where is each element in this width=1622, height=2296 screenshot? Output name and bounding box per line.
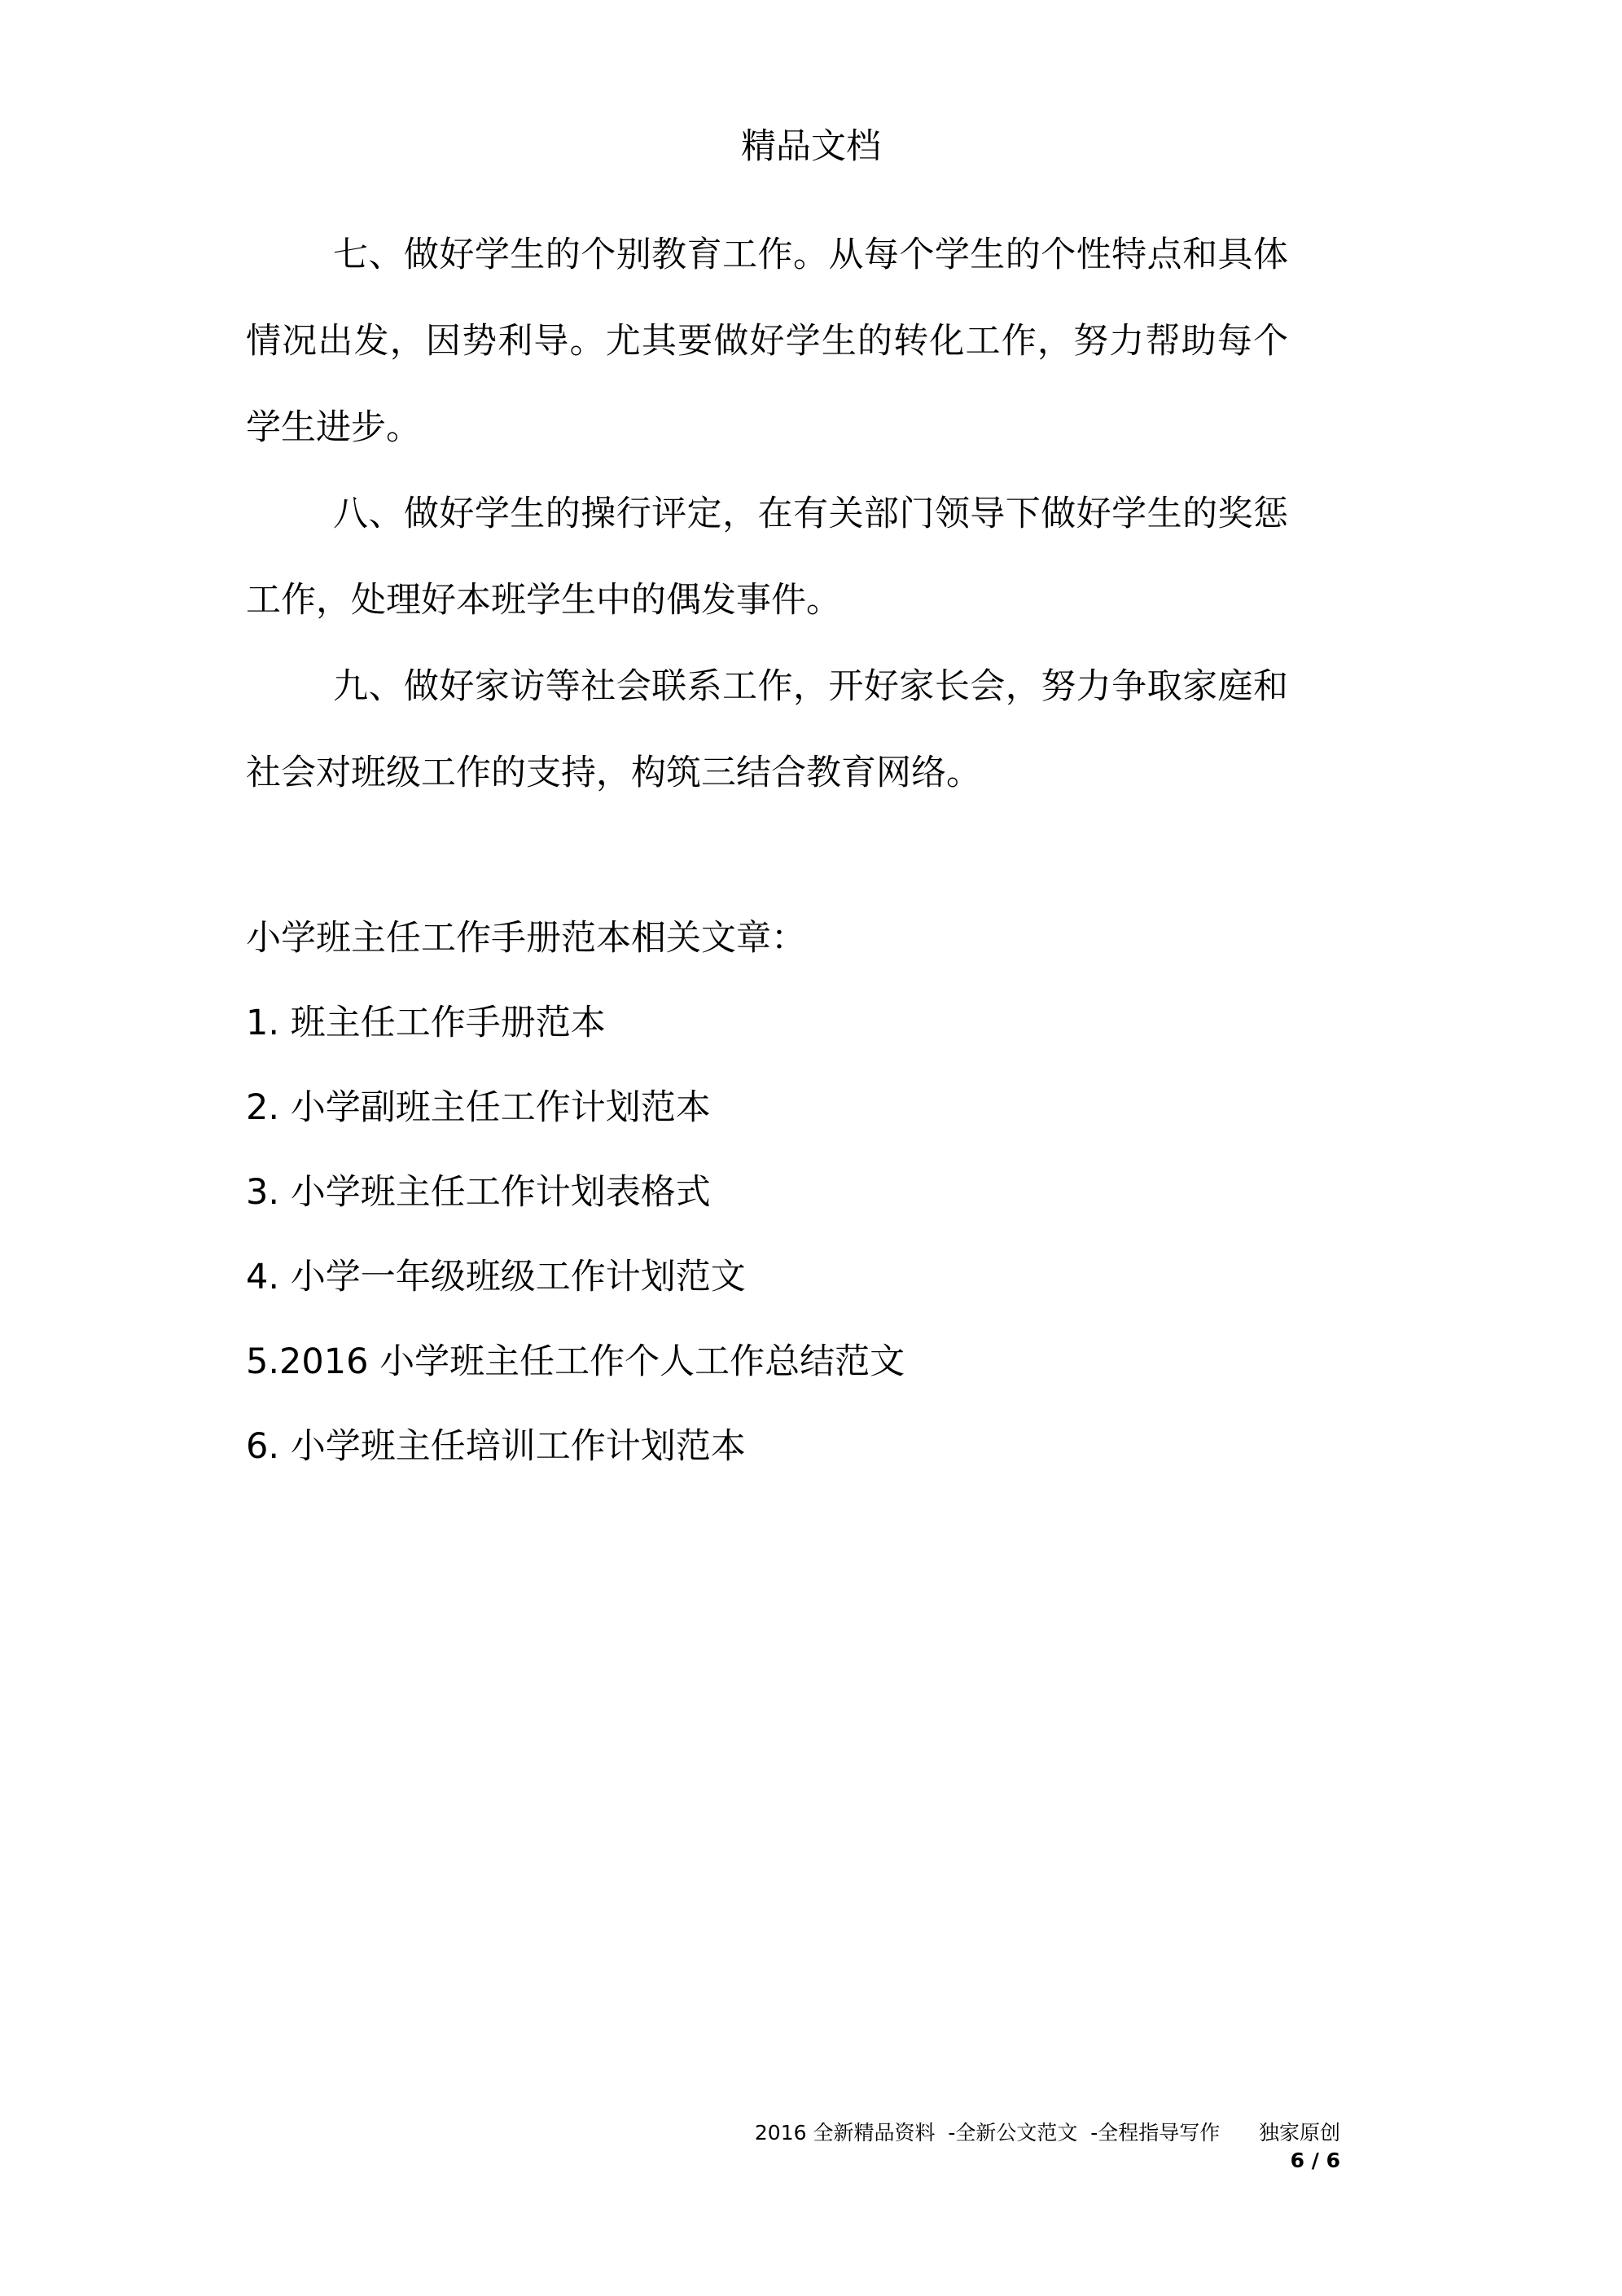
related-articles-heading: 小学班主任工作手册范本相关文章： — [246, 918, 806, 959]
related-article-link[interactable]: 1. 班主任工作手册范本 — [246, 1003, 606, 1043]
related-article-link[interactable]: 3. 小学班主任工作计划表格式 — [246, 1172, 711, 1213]
paragraph-eight: 八、做好学生的操行评定，在有关部门领导下做好学生的奖惩工作，处理好本班学生中的偶发事件。 — [246, 494, 1288, 621]
related-article-link[interactable]: 5.2016 小学班主任工作个人工作总结范文 — [246, 1341, 905, 1382]
related-articles-section — [246, 896, 1288, 1489]
document-body — [246, 212, 1288, 1489]
page-header-title: 精品文档 — [741, 126, 881, 167]
related-article-link[interactable]: 4. 小学一年级班级工作计划范文 — [246, 1257, 746, 1297]
footer-tagline: 2016 全新精品资料 -全新公文范文 -全程指导写作 独家原创 — [754, 2121, 1340, 2145]
paragraph-seven: 七、做好学生的个别教育工作。从每个学生的个性特点和具体情况出发，因势利导。尤其要做好学生的转化工作，努力帮助每个学生进步。 — [246, 235, 1288, 448]
page-footer — [755, 2119, 1340, 2175]
page-number: 6 / 6 — [1290, 2149, 1340, 2172]
related-article-link[interactable]: 2. 小学副班主任工作计划范本 — [246, 1087, 711, 1128]
related-articles-list — [246, 981, 1288, 1489]
related-article-link[interactable]: 6. 小学班主任培训工作计划范本 — [246, 1426, 746, 1467]
paragraph-nine: 九、做好家访等社会联系工作，开好家长会，努力争取家庭和社会对班级工作的支持，构筑三结合教育网络。 — [246, 666, 1288, 793]
